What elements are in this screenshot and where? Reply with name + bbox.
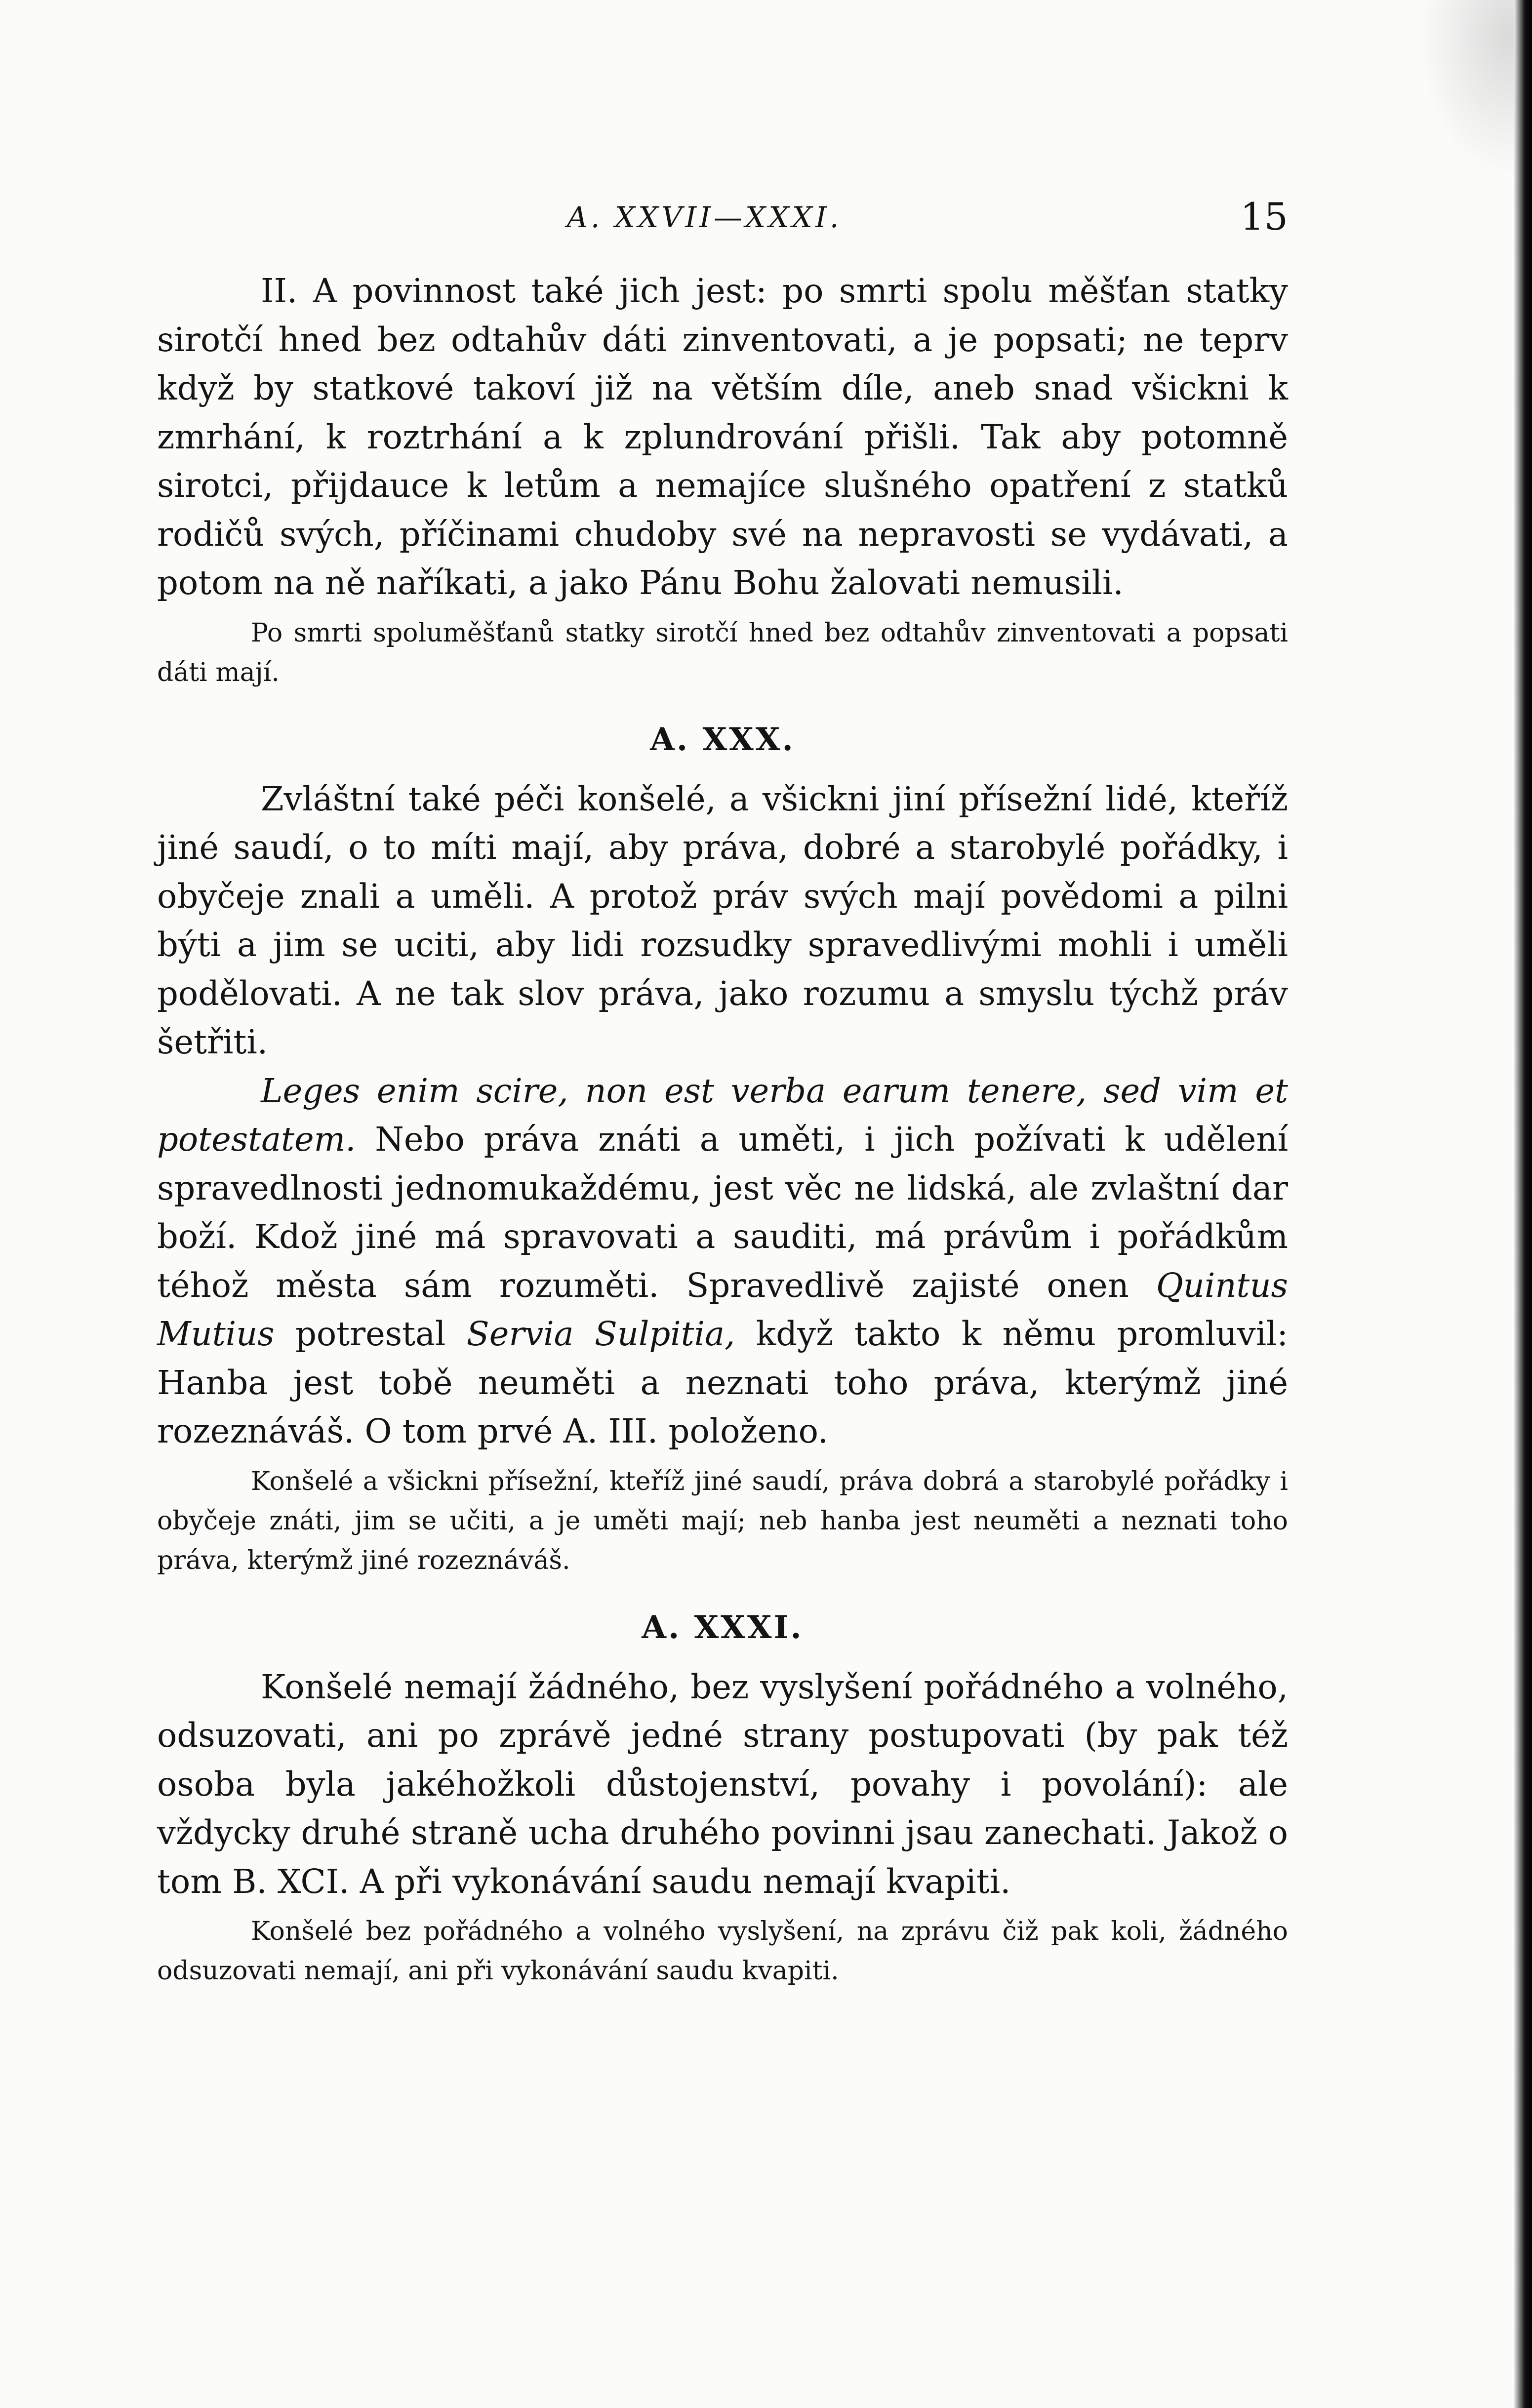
- paragraph-text-a: Nebo práva znáti a uměti, i jich požívati k udělení spravedlnosti jednomukaždému, jest věc ne lidská, ale zvlaštní dar boží. Kdož jiné má spravovati a sauditi, má právům i pořádkům téhož města sám rozuměti. Spravedlivě zajisté onen: [157, 1120, 1288, 1305]
- paragraph-article-xxxi: Konšelé nemají žádného, bez vyslyšení pořádného a volného, odsuzovati, ani po zprávě jedné strany postupovati (by pak též osoba byla jakéhožkoli důstojenství, povahy i povolání): ale vždycky druhé straně ucha druhého povinni jsau zanechati. Jakož o tom B. XCI. A při vykonávání saudu nemají kvapiti.: [157, 1667, 1288, 1901]
- page-number: 15: [1240, 195, 1288, 239]
- running-head: [157, 193, 1288, 252]
- person-name-quintus-mutius: Quintus Mutius: [157, 1266, 1288, 1353]
- latin-quote: Leges enim scire, non est verba earum tenere, sed vim et potestatem.: [157, 1071, 1288, 1159]
- article-heading-xxxi: A. XXXI.: [642, 1608, 804, 1646]
- article-heading-xxx: A. XXX.: [650, 721, 795, 758]
- marginal-summary-2: Konšelé a všickni přísežní, kteříž jiné saudí, práva dobrá a starobylé pořádky i obyčeje znáti, jim se učiti, a je uměti mají; neb hanba jest neuměti a neznati toho práva, kterýmž jiné rozeznáváš.: [157, 1466, 1288, 1575]
- paragraph-article-xxix-section-ii: II. A povinnost také jich jest: po smrti spolu měšťan statky sirotčí hned bez odtahův dáti zinventovati, a je popsati; ne teprv když by statkové takoví již na větším díle, aneb snad všickni k zmrhání, k roztrhání a k zplundrování přišli. Tak aby potomně sirotci, přijdauce k letům a nemajíce slušného opatření z statků rodičů svých, příčinami chudoby své na nepravosti se vydávati, a potom na ně naříkati, a jako Pánu Bohu žalovati nemusili.: [157, 272, 1288, 602]
- marginal-summary-3: Konšelé bez pořádného a volného vyslyšení, na zprávu čiž pak koli, žádného odsuzovati nemají, ani při vykonávání saudu kvapiti.: [157, 1917, 1288, 1986]
- paragraph-text-b: potrestal: [274, 1315, 467, 1353]
- marginal-summary-1: Po smrti spoluměšťanů statky sirotčí hned bez odtahův zinventovati a popsati dáti mají.: [157, 618, 1288, 687]
- person-name-servius-sulpitius: Servia Sulpitia,: [466, 1315, 735, 1353]
- page-edge-shadow: [1514, 0, 1532, 2408]
- running-title: A. XXVII—XXXI.: [567, 201, 842, 234]
- paragraph-text-c: když takto k němu promluvil: Hanba jest tobě neuměti a neznati toho práva, kterýmž jiné rozeznáváš. O tom prvé A. III. položeno.: [157, 1315, 1288, 1450]
- text-block: [157, 193, 1288, 1991]
- paragraph-article-xxx-1: Zvláštní také péči konšelé, a všickni jiní přísežní lidé, kteříž jiné saudí, o to míti mají, aby práva, dobré a starobylé pořádky, i obyčeje znali a uměli. A protož práv svých mají povědomi a pilni býti a jim se uciti, aby lidi rozsudky spravedlivými mohli i uměli podělovati. A ne tak slov práva, jako rozumu a smyslu týchž práv šetřiti.: [157, 779, 1288, 1061]
- paragraph-article-xxx-2: [157, 1067, 1288, 1456]
